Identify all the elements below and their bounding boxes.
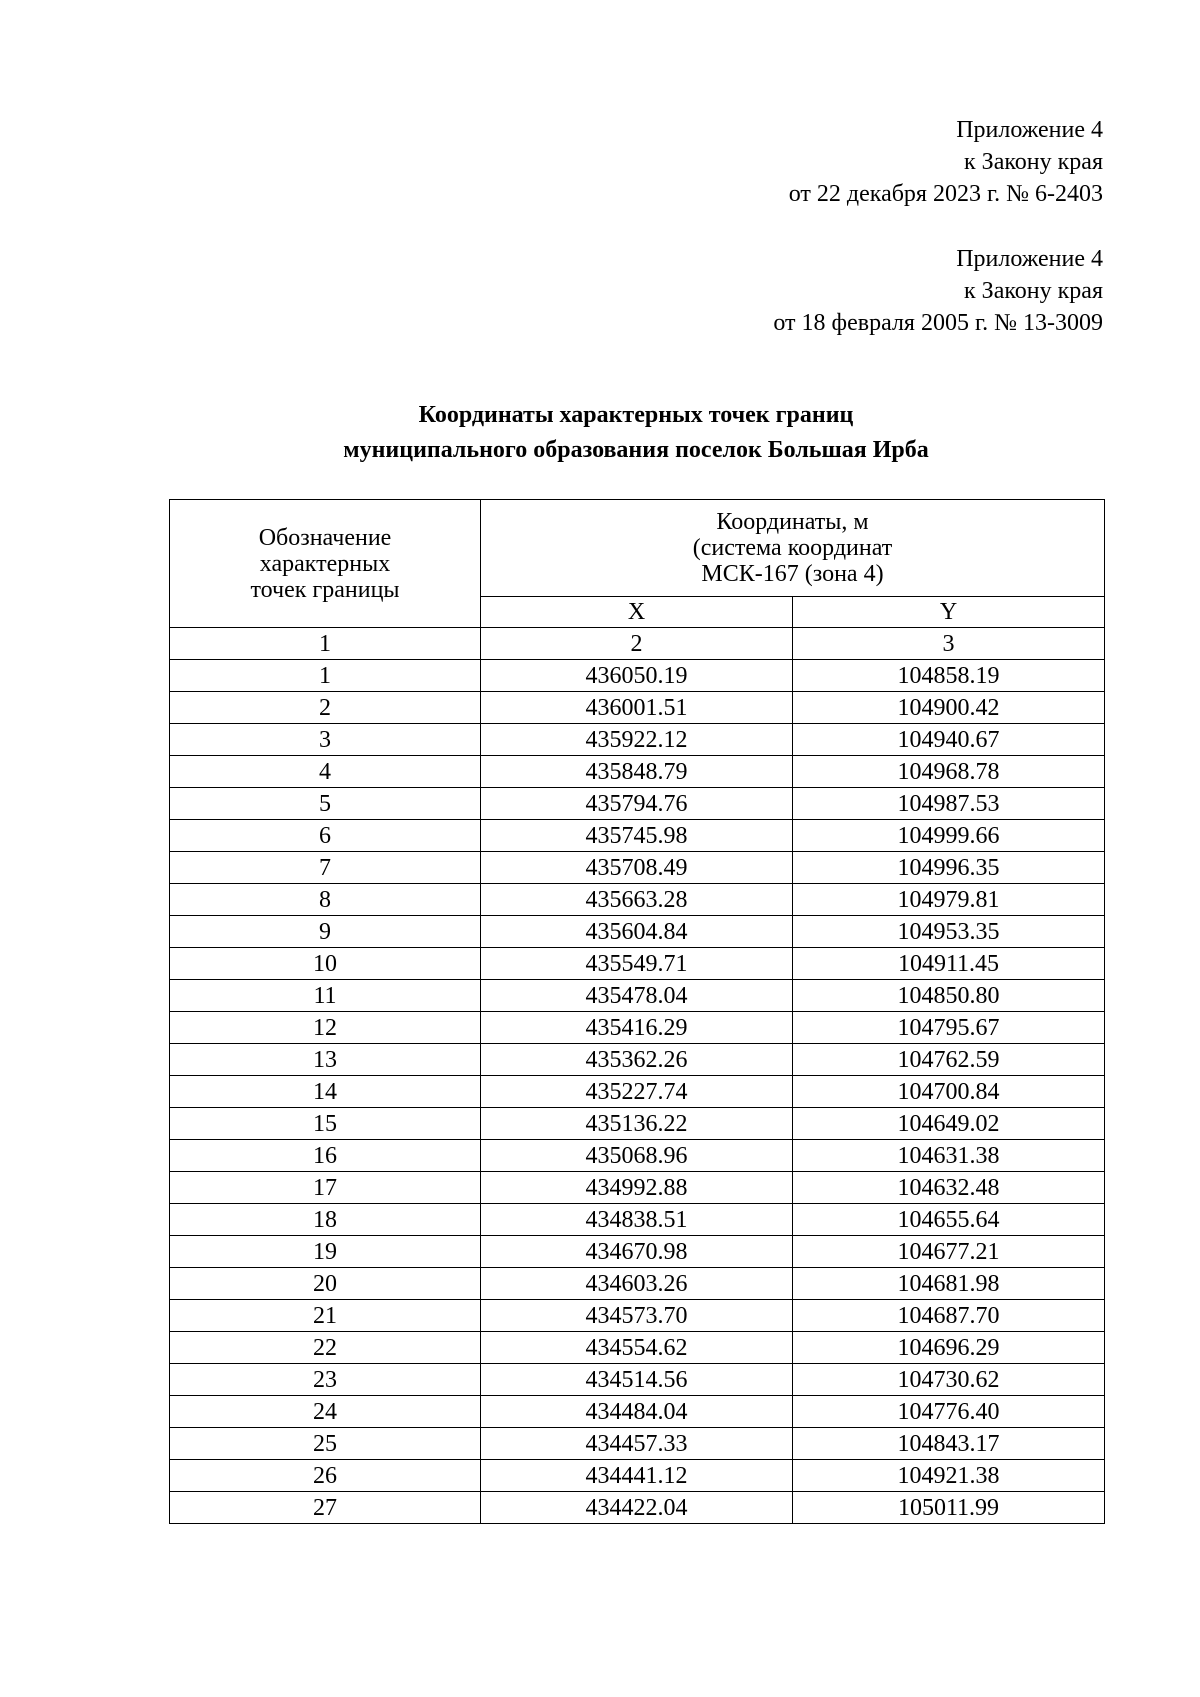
point-number: 23	[170, 1364, 481, 1396]
header-text: Обозначение	[258, 524, 392, 551]
table-row	[170, 916, 1105, 948]
point-number: 2	[170, 692, 481, 724]
table-row	[170, 1108, 1105, 1140]
header-y: Y	[793, 597, 1105, 628]
table-row	[170, 788, 1105, 820]
table-row	[170, 1396, 1105, 1428]
table-row	[170, 1012, 1105, 1044]
x-coordinate: 434441.12	[481, 1460, 793, 1492]
table-row	[170, 1460, 1105, 1492]
annex-header-current	[789, 114, 1103, 210]
x-coordinate: 435068.96	[481, 1140, 793, 1172]
header-x: X	[481, 597, 793, 628]
x-coordinate: 436050.19	[481, 660, 793, 692]
header-text: МСК-167 (зона 4)	[701, 561, 884, 587]
point-number: 20	[170, 1268, 481, 1300]
x-coordinate: 435416.29	[481, 1012, 793, 1044]
x-coordinate: 435227.74	[481, 1076, 793, 1108]
point-number: 15	[170, 1108, 481, 1140]
header-text: точек границы	[250, 576, 400, 603]
y-coordinate: 104968.78	[793, 756, 1105, 788]
table-row	[170, 1300, 1105, 1332]
point-number: 22	[170, 1332, 481, 1364]
point-number: 13	[170, 1044, 481, 1076]
point-number: 17	[170, 1172, 481, 1204]
header-coordinates	[481, 500, 1105, 597]
y-coordinate: 104979.81	[793, 884, 1105, 916]
table-row	[170, 1172, 1105, 1204]
point-number: 4	[170, 756, 481, 788]
annex-date: от 22 декабря 2023 г. № 6-2403	[788, 181, 1103, 207]
header-text: (система координат	[692, 535, 893, 561]
x-coordinate: 435362.26	[481, 1044, 793, 1076]
table-row	[170, 756, 1105, 788]
y-coordinate: 104843.17	[793, 1428, 1105, 1460]
y-coordinate: 104687.70	[793, 1300, 1105, 1332]
table-row	[170, 1140, 1105, 1172]
y-coordinate: 104850.80	[793, 980, 1105, 1012]
point-number: 8	[170, 884, 481, 916]
title-line-2: муниципального образования поселок Большая Ирба	[343, 437, 929, 463]
table-row	[170, 948, 1105, 980]
header-text: характерных	[259, 550, 391, 577]
point-number: 21	[170, 1300, 481, 1332]
table-row	[170, 820, 1105, 852]
x-coordinate: 434838.51	[481, 1204, 793, 1236]
x-coordinate: 435663.28	[481, 884, 793, 916]
point-number: 10	[170, 948, 481, 980]
point-number: 7	[170, 852, 481, 884]
y-coordinate: 104696.29	[793, 1332, 1105, 1364]
x-coordinate: 434992.88	[481, 1172, 793, 1204]
header-text: Координаты, м	[716, 509, 869, 535]
table-row	[170, 884, 1105, 916]
point-number: 12	[170, 1012, 481, 1044]
y-coordinate: 104999.66	[793, 820, 1105, 852]
y-coordinate: 104900.42	[793, 692, 1105, 724]
header-point	[170, 500, 481, 628]
y-coordinate: 104940.67	[793, 724, 1105, 756]
annex-label: Приложение 4	[956, 246, 1103, 272]
table-row	[170, 724, 1105, 756]
y-coordinate: 104649.02	[793, 1108, 1105, 1140]
y-coordinate: 104953.35	[793, 916, 1105, 948]
x-coordinate: 435478.04	[481, 980, 793, 1012]
y-coordinate: 104795.67	[793, 1012, 1105, 1044]
y-coordinate: 104730.62	[793, 1364, 1105, 1396]
y-coordinate: 104996.35	[793, 852, 1105, 884]
x-coordinate: 435708.49	[481, 852, 793, 884]
point-number: 6	[170, 820, 481, 852]
point-number: 24	[170, 1396, 481, 1428]
table-row	[170, 1268, 1105, 1300]
y-coordinate: 104700.84	[793, 1076, 1105, 1108]
y-coordinate: 104677.21	[793, 1236, 1105, 1268]
y-coordinate: 104776.40	[793, 1396, 1105, 1428]
x-coordinate: 435745.98	[481, 820, 793, 852]
title-line-1: Координаты характерных точек границ	[418, 402, 854, 428]
table-row	[170, 1204, 1105, 1236]
x-coordinate: 435794.76	[481, 788, 793, 820]
annex-label: Приложение 4	[956, 117, 1103, 143]
x-coordinate: 435604.84	[481, 916, 793, 948]
point-number: 18	[170, 1204, 481, 1236]
y-coordinate: 104762.59	[793, 1044, 1105, 1076]
point-number: 5	[170, 788, 481, 820]
y-coordinate: 104921.38	[793, 1460, 1105, 1492]
y-coordinate: 104632.48	[793, 1172, 1105, 1204]
col-number: 1	[170, 628, 481, 660]
table-header-row	[170, 500, 1105, 597]
table-row	[170, 1492, 1105, 1524]
annex-date: от 18 февраля 2005 г. № 13-3009	[773, 310, 1103, 336]
x-coordinate: 434554.62	[481, 1332, 793, 1364]
point-number: 19	[170, 1236, 481, 1268]
x-coordinate: 434514.56	[481, 1364, 793, 1396]
table-row	[170, 852, 1105, 884]
table-row	[170, 1364, 1105, 1396]
document-title	[169, 398, 1103, 468]
x-coordinate: 434573.70	[481, 1300, 793, 1332]
point-number: 25	[170, 1428, 481, 1460]
annex-header-original	[773, 243, 1103, 339]
point-number: 11	[170, 980, 481, 1012]
point-number: 3	[170, 724, 481, 756]
annex-law: к Закону края	[964, 278, 1103, 304]
table-row	[170, 1332, 1105, 1364]
y-coordinate: 104987.53	[793, 788, 1105, 820]
point-number: 14	[170, 1076, 481, 1108]
x-coordinate: 435549.71	[481, 948, 793, 980]
table-row	[170, 1428, 1105, 1460]
x-coordinate: 434484.04	[481, 1396, 793, 1428]
x-coordinate: 434422.04	[481, 1492, 793, 1524]
col-number: 2	[481, 628, 793, 660]
point-number: 26	[170, 1460, 481, 1492]
table-row	[170, 1044, 1105, 1076]
point-number: 16	[170, 1140, 481, 1172]
table-row	[170, 1076, 1105, 1108]
table-row	[170, 1236, 1105, 1268]
table-row	[170, 660, 1105, 692]
x-coordinate: 436001.51	[481, 692, 793, 724]
point-number: 27	[170, 1492, 481, 1524]
column-number-row	[170, 628, 1105, 660]
x-coordinate: 434603.26	[481, 1268, 793, 1300]
annex-law: к Закону края	[964, 149, 1103, 175]
table-row	[170, 692, 1105, 724]
point-number: 1	[170, 660, 481, 692]
y-coordinate: 104655.64	[793, 1204, 1105, 1236]
table-row	[170, 980, 1105, 1012]
x-coordinate: 434670.98	[481, 1236, 793, 1268]
y-coordinate: 104911.45	[793, 948, 1105, 980]
x-coordinate: 435136.22	[481, 1108, 793, 1140]
point-number: 9	[170, 916, 481, 948]
x-coordinate: 435848.79	[481, 756, 793, 788]
y-coordinate: 104681.98	[793, 1268, 1105, 1300]
col-number: 3	[793, 628, 1105, 660]
y-coordinate: 104858.19	[793, 660, 1105, 692]
y-coordinate: 104631.38	[793, 1140, 1105, 1172]
x-coordinate: 434457.33	[481, 1428, 793, 1460]
x-coordinate: 435922.12	[481, 724, 793, 756]
y-coordinate: 105011.99	[793, 1492, 1105, 1524]
coordinates-table	[169, 499, 1105, 1524]
